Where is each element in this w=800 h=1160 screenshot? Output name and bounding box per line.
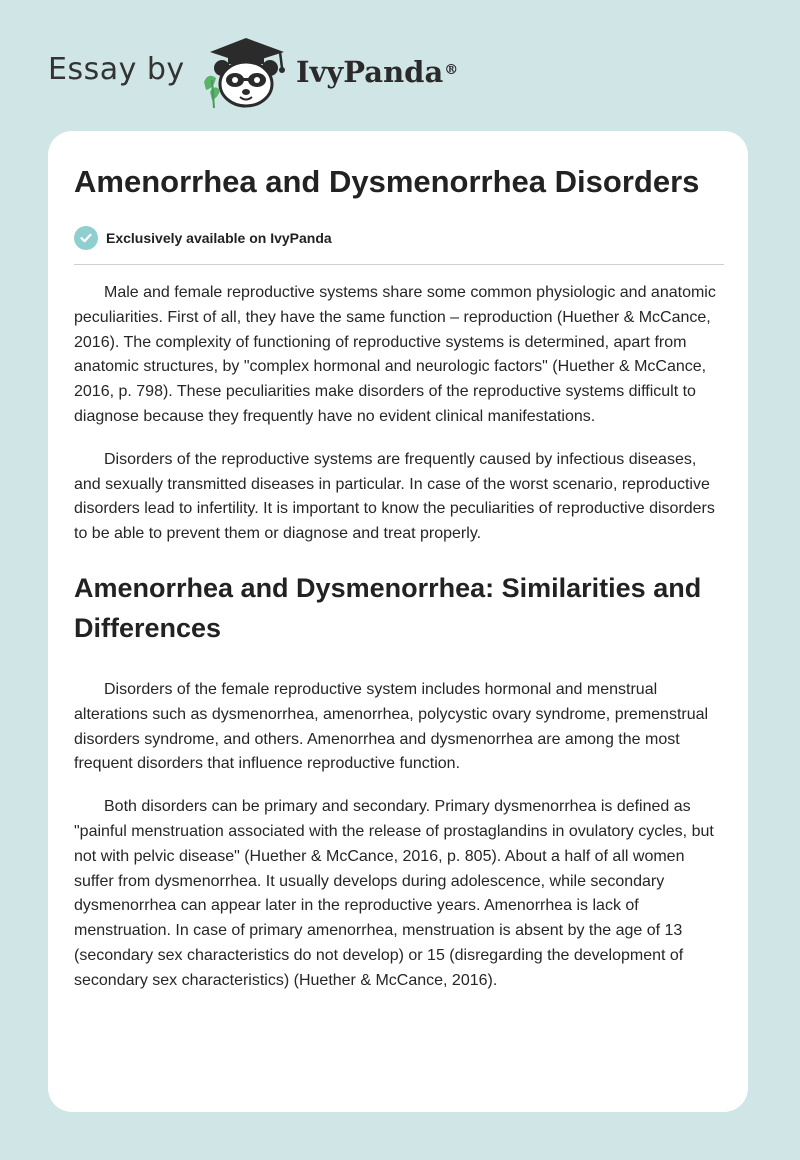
essay-by-label: Essay by [48,52,185,87]
paragraph-section-1: Disorders of the female reproductive system includes hormonal and menstrual alterations such as dysmenorrhea, amenorrhea, polycystic ovary syndrome, premenstrual disorders syndrome, and others. Amenorrhea and dysmenorrhea are among the most frequent disorders that influence reproductive function. [74,680,709,773]
brand-name-text: IvyPanda [296,55,444,89]
brand-header [0,0,800,130]
paragraph-intro-2: Disorders of the reproductive systems are frequently caused by infectious diseases, and sexually transmitted diseases in particular. In case of the worst scenario, reproductive disorders lead to infertility. It is important to know the peculiarities of reproductive disorders to be able to prevent them or diagnose and treat properly. [74,450,715,543]
ivypanda-brand-name[interactable] [296,52,458,92]
essay-content [74,161,724,994]
paragraph-section-2: Both disorders can be primary and secondary. Primary dysmenorrhea is defined as "painful menstruation associated with the release of prostaglandins in ovulatory cycles, but not with pelvic disease" (Huether & McCance, 2016, p. 805). About a half of all women suffer from dysmenorrhea. It usually develops during adolescence, while secondary dysmenorrhea can appear later in the reproductive years. Amenorrhea is lack of menstruation. In case of primary amenorrhea, menstruation is absent by the age of 13 (secondary sex characteristics do not develop) or 15 (disregarding the development of secondary sex characteristics) (Huether & McCance, 2016). [74,798,714,989]
exclusive-label: Exclusively available on IvyPanda [106,230,332,246]
title-divider [74,264,724,265]
check-icon [74,226,98,250]
registered-mark: ® [444,62,459,78]
essay-title: Amenorrhea and Dysmenorrhea Disorders [74,164,700,199]
section-heading: Amenorrhea and Dysmenorrhea: Similarities and Differences [74,572,702,643]
exclusive-notice [74,223,724,253]
panda-mascot-icon[interactable] [200,34,292,110]
paragraph-intro-1: Male and female reproductive systems share some common physiologic and anatomic peculiarities. First of all, they have the same function – reproduction (Huether & McCance, 2016). The complexity of functioning of reproductive systems is determined, apart from anatomic structures, by "complex hormonal and neurologic factors" (Huether & McCance, 2016, p. 798). These peculiarities make disorders of the reproductive systems difficult to diagnose because they frequently have no evident clinical manifestations. [74,284,716,425]
essay-card [48,131,748,1112]
